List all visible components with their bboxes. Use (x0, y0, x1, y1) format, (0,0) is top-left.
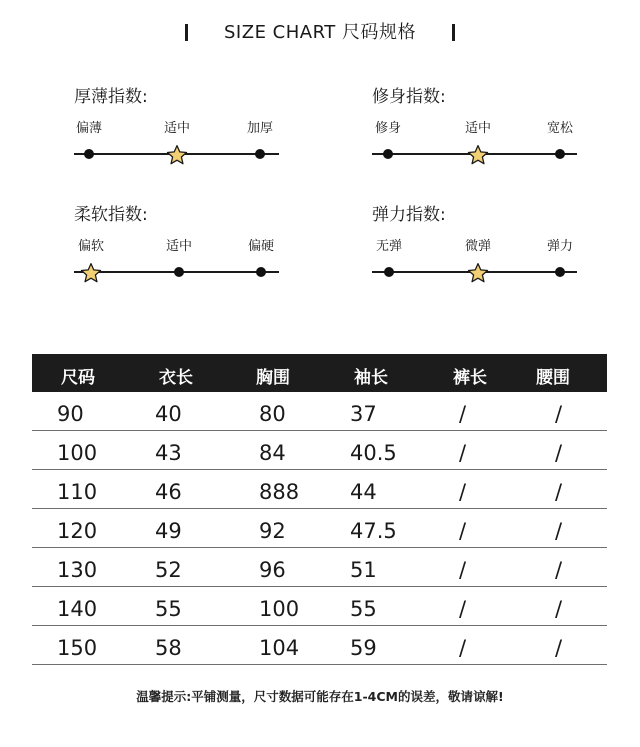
index-label: 弹力 (546, 239, 574, 254)
table-cell: 44 (350, 480, 377, 504)
table-cell: / (459, 519, 467, 543)
table-cell: / (555, 402, 563, 426)
table-cell: 55 (350, 597, 377, 621)
table-row (32, 470, 607, 509)
index-fit (372, 86, 587, 176)
page-title: SIZE CHART 尺码规格 (224, 22, 416, 43)
column-header: 衣长 (159, 368, 193, 388)
table-cell: 120 (57, 519, 98, 543)
index-label: 微弹 (464, 239, 492, 254)
index-label: 适中 (464, 121, 492, 136)
scale-dot (174, 267, 184, 277)
size-table (32, 354, 607, 665)
table-row (32, 626, 607, 665)
index-thickness (74, 86, 289, 176)
table-cell: 96 (259, 558, 286, 582)
scale-dot (555, 149, 565, 159)
table-cell: / (555, 597, 563, 621)
star-icon (467, 144, 489, 166)
table-header (32, 354, 607, 392)
table-cell: / (555, 441, 563, 465)
table-cell: 84 (259, 441, 286, 465)
table-row (32, 509, 607, 548)
index-title: 弹力指数: (372, 205, 446, 225)
star-icon (80, 262, 102, 284)
table-cell: / (555, 558, 563, 582)
table-row (32, 431, 607, 470)
index-label: 宽松 (546, 121, 574, 136)
table-cell: 150 (57, 636, 98, 660)
table-cell: / (459, 402, 467, 426)
index-label: 偏硬 (247, 239, 275, 254)
index-label: 偏软 (77, 239, 105, 254)
table-body (32, 392, 607, 665)
table-cell: / (555, 480, 563, 504)
table-cell: 92 (259, 519, 286, 543)
table-cell: 46 (155, 480, 182, 504)
table-cell: 100 (259, 597, 300, 621)
table-cell: 55 (155, 597, 182, 621)
star-icon (467, 262, 489, 284)
index-title: 修身指数: (372, 87, 446, 107)
table-cell: 100 (57, 441, 98, 465)
column-header: 裤长 (453, 368, 487, 388)
table-cell: 130 (57, 558, 98, 582)
table-cell: 49 (155, 519, 182, 543)
table-row (32, 392, 607, 431)
table-cell: / (555, 519, 563, 543)
index-label: 适中 (163, 121, 191, 136)
table-cell: / (555, 636, 563, 660)
index-elasticity (372, 204, 587, 294)
table-cell: 43 (155, 441, 182, 465)
column-header: 袖长 (354, 368, 388, 388)
index-label: 加厚 (246, 121, 274, 136)
table-cell: 47.5 (350, 519, 397, 543)
table-cell: 40 (155, 402, 182, 426)
table-cell: 110 (57, 480, 98, 504)
table-cell: 140 (57, 597, 98, 621)
table-row (32, 587, 607, 626)
table-cell: / (459, 558, 467, 582)
index-label: 偏薄 (75, 121, 103, 136)
table-cell: 59 (350, 636, 377, 660)
index-label: 无弹 (375, 239, 403, 254)
index-label: 适中 (165, 239, 193, 254)
table-cell: 51 (350, 558, 377, 582)
scale-dot (256, 267, 266, 277)
scale-dot (383, 149, 393, 159)
table-cell: 58 (155, 636, 182, 660)
table-cell: 104 (259, 636, 300, 660)
measurement-note: 温馨提示:平铺测量，尺寸数据可能存在1-4CM的误差，敬请谅解! (136, 689, 504, 704)
table-cell: / (459, 636, 467, 660)
scale-dot (84, 149, 94, 159)
index-title: 厚薄指数: (74, 87, 148, 107)
table-cell: 52 (155, 558, 182, 582)
table-cell: 888 (259, 480, 300, 504)
star-icon (166, 144, 188, 166)
index-label: 修身 (374, 121, 402, 136)
table-cell: 37 (350, 402, 377, 426)
table-cell: / (459, 480, 467, 504)
size-chart-title-row (0, 20, 640, 46)
table-cell: / (459, 441, 467, 465)
table-cell: 80 (259, 402, 286, 426)
table-cell: / (459, 597, 467, 621)
column-header: 胸围 (256, 368, 290, 388)
scale-dot (384, 267, 394, 277)
scale-dot (255, 149, 265, 159)
column-header: 腰围 (536, 368, 570, 388)
table-cell: 90 (57, 402, 84, 426)
column-header: 尺码 (61, 368, 95, 388)
index-softness (74, 204, 289, 294)
scale-dot (555, 267, 565, 277)
table-cell: 40.5 (350, 441, 397, 465)
table-row (32, 548, 607, 587)
title-bar-right (452, 24, 455, 41)
index-title: 柔软指数: (74, 205, 148, 225)
